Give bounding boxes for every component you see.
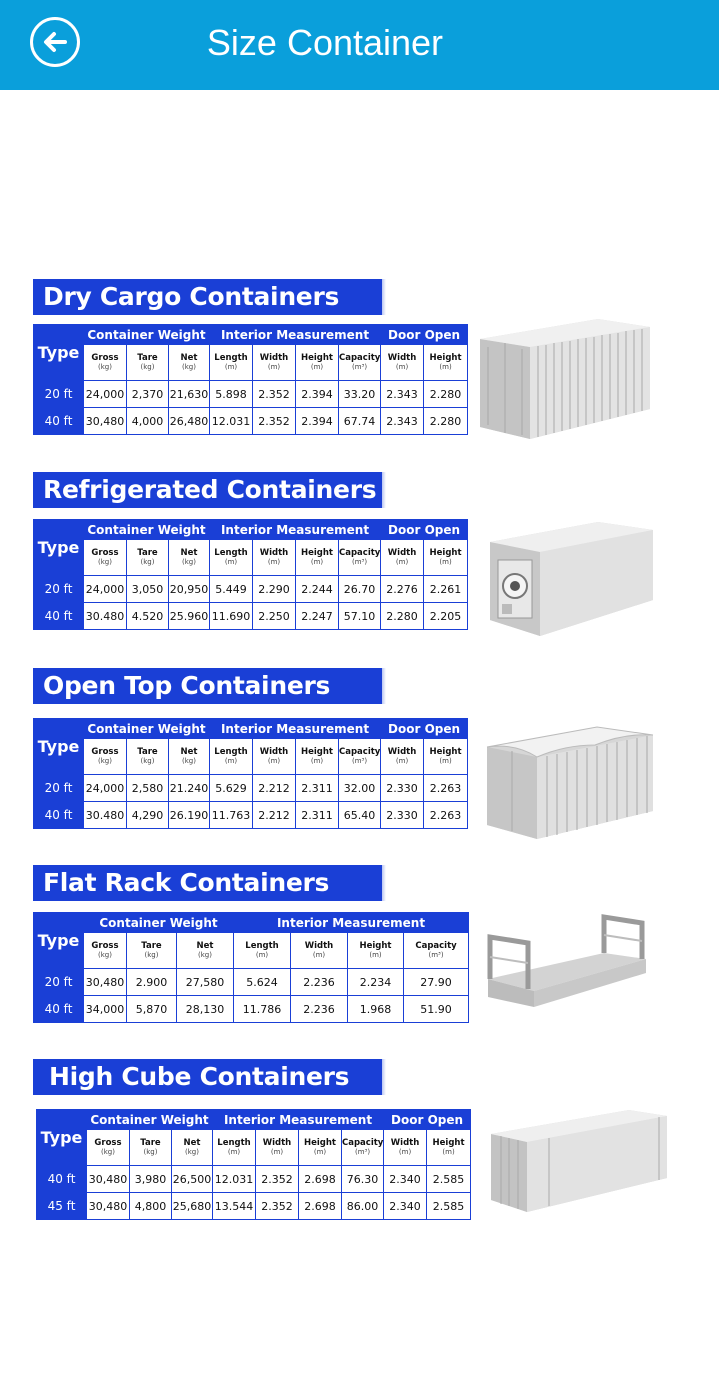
column-header: Tare (kg): [127, 739, 169, 775]
column-header: Height (m): [348, 933, 404, 969]
spec-table: [33, 912, 469, 1023]
cell: 11.690: [210, 603, 253, 630]
cell: 4.520: [127, 603, 169, 630]
cell: 51.90: [404, 996, 469, 1023]
row-label: 40 ft: [34, 408, 84, 435]
column-header: Net (kg): [169, 345, 210, 381]
column-header: Capacity (m³): [339, 739, 381, 775]
cell: 30,480: [84, 408, 127, 435]
cell: 2.352: [256, 1193, 299, 1220]
column-header: Height (m): [424, 540, 468, 576]
cell: 2.330: [381, 775, 424, 802]
table-row: [34, 969, 469, 996]
cell: 20,950: [169, 576, 210, 603]
cell: 30.480: [84, 603, 127, 630]
group-header: Interior Measurement: [234, 913, 469, 933]
cell: 2.290: [253, 576, 296, 603]
cell: 2.205: [424, 603, 468, 630]
dry-cargo-container-image: [478, 317, 653, 447]
cell: 2.343: [381, 408, 424, 435]
cell: 2.900: [127, 969, 177, 996]
cell: 2.280: [424, 381, 468, 408]
cell: 2.212: [253, 775, 296, 802]
column-header: Net (kg): [169, 739, 210, 775]
cell: 21.240: [169, 775, 210, 802]
cell: 30,480: [84, 969, 127, 996]
column-header: Capacity (m³): [339, 540, 381, 576]
table-row: [34, 802, 468, 829]
column-header: Width (m): [381, 345, 424, 381]
cell: 5.898: [210, 381, 253, 408]
cell: 30.480: [84, 802, 127, 829]
column-header: Length (m): [210, 540, 253, 576]
cell: 21,630: [169, 381, 210, 408]
column-header: Width (m): [256, 1130, 299, 1166]
row-label: 40 ft: [34, 802, 84, 829]
cell: 2.236: [291, 996, 348, 1023]
cell: 67.74: [339, 408, 381, 435]
column-header: Tare (kg): [130, 1130, 172, 1166]
column-header: Tare (kg): [127, 933, 177, 969]
cell: 11.786: [234, 996, 291, 1023]
cell: 2.244: [296, 576, 339, 603]
cell: 34,000: [84, 996, 127, 1023]
cell: 5.624: [234, 969, 291, 996]
table-row: [34, 775, 468, 802]
cell: 2.340: [384, 1166, 427, 1193]
cell: 5.449: [210, 576, 253, 603]
cell: 26.70: [339, 576, 381, 603]
cell: 2.394: [296, 381, 339, 408]
column-header: Width (m): [253, 540, 296, 576]
section-refrigerated: [33, 472, 673, 637]
column-header: Capacity (m³): [404, 933, 469, 969]
cell: 2.352: [256, 1166, 299, 1193]
table-row: [34, 603, 468, 630]
cell: 2.340: [384, 1193, 427, 1220]
table-row: [34, 996, 469, 1023]
cell: 24,000: [84, 775, 127, 802]
column-header: Gross (kg): [84, 540, 127, 576]
cell: 2,370: [127, 381, 169, 408]
cell: 2.263: [424, 802, 468, 829]
table-row: [34, 381, 468, 408]
cell: 1.968: [348, 996, 404, 1023]
row-label: 20 ft: [34, 576, 84, 603]
cell: 11.763: [210, 802, 253, 829]
cell: 26,500: [172, 1166, 213, 1193]
group-header: Interior Measurement: [213, 1110, 384, 1130]
type-header: Type: [37, 1110, 87, 1166]
cell: 2.247: [296, 603, 339, 630]
cell: 2.276: [381, 576, 424, 603]
column-header: Width (m): [384, 1130, 427, 1166]
cell: 12.031: [210, 408, 253, 435]
row-label: 45 ft: [37, 1193, 87, 1220]
table-row: [34, 576, 468, 603]
app-bar: [0, 0, 719, 90]
cell: 28,130: [177, 996, 234, 1023]
cell: 4,290: [127, 802, 169, 829]
column-header: Height (m): [296, 540, 339, 576]
cell: 25,680: [172, 1193, 213, 1220]
column-header: Length (m): [234, 933, 291, 969]
column-header: Length (m): [210, 739, 253, 775]
type-header: Type: [34, 520, 84, 576]
section-title: Dry Cargo Containers: [33, 279, 382, 315]
cell: 65.40: [339, 802, 381, 829]
section-high-cube: [33, 1059, 673, 1229]
cell: 26.190: [169, 802, 210, 829]
cell: 24,000: [84, 576, 127, 603]
cell: 32.00: [339, 775, 381, 802]
high-cube-container-image: [489, 1108, 671, 1216]
column-header: Width (m): [381, 540, 424, 576]
type-header: Type: [34, 325, 84, 381]
table-row: [37, 1193, 471, 1220]
row-label: 40 ft: [34, 996, 84, 1023]
table-row: [37, 1166, 471, 1193]
section-title: Open Top Containers: [33, 668, 382, 704]
cell: 2.343: [381, 381, 424, 408]
cell: 24,000: [84, 381, 127, 408]
open-top-container-image: [485, 725, 657, 843]
row-label: 40 ft: [34, 603, 84, 630]
column-header: Gross (kg): [87, 1130, 130, 1166]
cell: 2.236: [291, 969, 348, 996]
section-title: Flat Rack Containers: [33, 865, 382, 901]
group-header: Door Open: [381, 325, 468, 345]
cell: 26,480: [169, 408, 210, 435]
cell: 2.585: [427, 1193, 471, 1220]
column-header: Capacity (m³): [342, 1130, 384, 1166]
column-header: Gross (kg): [84, 345, 127, 381]
group-header: Interior Measurement: [210, 325, 381, 345]
spec-table: [36, 1109, 471, 1220]
row-label: 40 ft: [37, 1166, 87, 1193]
cell: 2.330: [381, 802, 424, 829]
group-header: Container Weight: [84, 719, 210, 739]
column-header: Width (m): [253, 345, 296, 381]
cell: 2.280: [381, 603, 424, 630]
spec-table: [33, 324, 468, 435]
column-header: Width (m): [253, 739, 296, 775]
cell: 2.352: [253, 408, 296, 435]
column-header: Tare (kg): [127, 345, 169, 381]
section-flat-rack: [33, 865, 673, 1030]
cell: 2.394: [296, 408, 339, 435]
column-header: Width (m): [291, 933, 348, 969]
cell: 27.90: [404, 969, 469, 996]
column-header: Height (m): [296, 345, 339, 381]
cell: 4,000: [127, 408, 169, 435]
flat-rack-container-image: [486, 913, 651, 1013]
cell: 2.261: [424, 576, 468, 603]
page-title: Size Container: [206, 22, 444, 63]
group-header: Interior Measurement: [210, 520, 381, 540]
section-title: Refrigerated Containers: [33, 472, 382, 508]
cell: 12.031: [213, 1166, 256, 1193]
type-header: Type: [34, 913, 84, 969]
section-dry-cargo: [33, 279, 673, 444]
group-header: Door Open: [384, 1110, 471, 1130]
group-header: Container Weight: [84, 913, 234, 933]
column-header: Height (m): [296, 739, 339, 775]
column-header: Length (m): [213, 1130, 256, 1166]
cell: 2.698: [299, 1166, 342, 1193]
spec-table: [33, 718, 468, 829]
cell: 2.585: [427, 1166, 471, 1193]
cell: 33.20: [339, 381, 381, 408]
cell: 27,580: [177, 969, 234, 996]
column-header: Net (kg): [177, 933, 234, 969]
group-header: Interior Measurement: [210, 719, 381, 739]
cell: 2.311: [296, 802, 339, 829]
column-header: Height (m): [299, 1130, 342, 1166]
cell: 30,480: [87, 1166, 130, 1193]
cell: 30,480: [87, 1193, 130, 1220]
cell: 2,580: [127, 775, 169, 802]
column-header: Width (m): [381, 739, 424, 775]
group-header: Door Open: [381, 719, 468, 739]
group-header: Container Weight: [87, 1110, 213, 1130]
row-label: 20 ft: [34, 969, 84, 996]
cell: 2.698: [299, 1193, 342, 1220]
cell: 4,800: [130, 1193, 172, 1220]
cell: 86.00: [342, 1193, 384, 1220]
column-header: Net (kg): [172, 1130, 213, 1166]
cell: 5.629: [210, 775, 253, 802]
cell: 2.263: [424, 775, 468, 802]
section-open-top: [33, 668, 673, 838]
cell: 3,050: [127, 576, 169, 603]
cell: 2.234: [348, 969, 404, 996]
column-header: Length (m): [210, 345, 253, 381]
cell: 2.212: [253, 802, 296, 829]
column-header: Height (m): [427, 1130, 471, 1166]
cell: 2.280: [424, 408, 468, 435]
cell: 2.250: [253, 603, 296, 630]
cell: 25.960: [169, 603, 210, 630]
cell: 76.30: [342, 1166, 384, 1193]
column-header: Height (m): [424, 739, 468, 775]
group-header: Container Weight: [84, 520, 210, 540]
spec-table: [33, 519, 468, 630]
cell: 5,870: [127, 996, 177, 1023]
column-header: Gross (kg): [84, 933, 127, 969]
section-title: High Cube Containers: [33, 1059, 382, 1095]
group-header: Door Open: [381, 520, 468, 540]
column-header: Tare (kg): [127, 540, 169, 576]
group-header: Container Weight: [84, 325, 210, 345]
cell: 13.544: [213, 1193, 256, 1220]
table-row: [34, 408, 468, 435]
column-header: Gross (kg): [84, 739, 127, 775]
column-header: Capacity (m³): [339, 345, 381, 381]
column-header: Net (kg): [169, 540, 210, 576]
refrigerated-container-image: [488, 520, 658, 642]
cell: 3,980: [130, 1166, 172, 1193]
row-label: 20 ft: [34, 775, 84, 802]
cell: 57.10: [339, 603, 381, 630]
cell: 2.352: [253, 381, 296, 408]
column-header: Height (m): [424, 345, 468, 381]
row-label: 20 ft: [34, 381, 84, 408]
cell: 2.311: [296, 775, 339, 802]
type-header: Type: [34, 719, 84, 775]
